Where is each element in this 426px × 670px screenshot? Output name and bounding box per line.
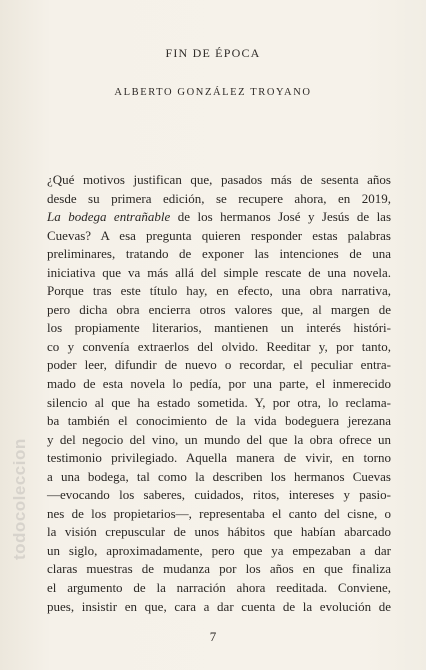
watermark-text: todocoleccion — [10, 438, 29, 560]
text-line: los propiamente literarios, mantienen un interés históri- — [47, 320, 391, 336]
page-number: 7 — [209, 629, 217, 644]
text-line — [47, 208, 391, 227]
text-line: ba también el conocimiento de la vida bodeguera jerezana — [47, 413, 391, 429]
text-line: silencio al que ha estado sometida. Y, por otra, lo reclama- — [47, 394, 391, 410]
author-name: ALBERTO GONZÁLEZ TROYANO — [114, 87, 312, 98]
text-line: claras muestras de mudanza por los años en que finaliza — [47, 561, 391, 577]
text-line: la visión crepuscular de unos hábitos que habían abarcado — [47, 524, 391, 540]
text-line: pues, insistir en que, cara a dar cuenta de la evolución de — [47, 598, 391, 614]
text-line-rest: de los hermanos José y Jesús de las — [177, 209, 392, 225]
text-line: un siglo, aproximadamente, pero que ya empezaban a dar — [47, 542, 391, 558]
text-line: el argumento de la narración ahora reeditada. Conviene, — [47, 580, 391, 596]
text-line: nes de los propietarios—, representaba el canto del cisne, o — [47, 505, 391, 521]
body-paragraph — [47, 171, 391, 616]
text-line: co y convenía extraerlos del olvido. Reeditar y, por tanto, — [47, 338, 391, 354]
text-line: preliminares, tratando de exponer las intenciones de una — [47, 246, 391, 262]
text-line: Porque tras este título hay, en efecto, una obra narrativa, — [47, 283, 391, 299]
text-line: mado de esta novela lo pedía, por una parte, el inmerecido — [47, 376, 391, 392]
text-line: a una bodega, tal como la describen los hermanos Cuevas — [47, 468, 391, 484]
text-line: desde su primera edición, se recupere ahora, en 2019, — [47, 190, 391, 206]
text-line: —evocando los saberes, cuidados, ritos, intereses y pasio- — [47, 487, 391, 503]
book-title-italic: La bodega entrañable — [47, 209, 171, 225]
watermark — [0, 0, 29, 670]
text-line: iniciativa que va más allá del simple rescate de una novela. — [47, 264, 391, 280]
text-line: poder leer, difundir de nuevo o recordar, el peculiar entra- — [47, 357, 391, 373]
text-line: pero dicha obra encierra otros valores que, al margen de — [47, 301, 391, 317]
text-line: y del negocio del vino, un mundo del que la obra ofrece un — [47, 431, 391, 447]
text-line: ¿Qué motivos justifican que, pasados más de sesenta años — [47, 172, 391, 187]
text-line: testimonio privilegiado. Aquella manera de vivir, en torno — [47, 450, 391, 466]
text-line: Cuevas? A esa pregunta quieren responder estas palabras — [47, 227, 391, 243]
chapter-title: FIN DE ÉPOCA — [165, 46, 261, 60]
